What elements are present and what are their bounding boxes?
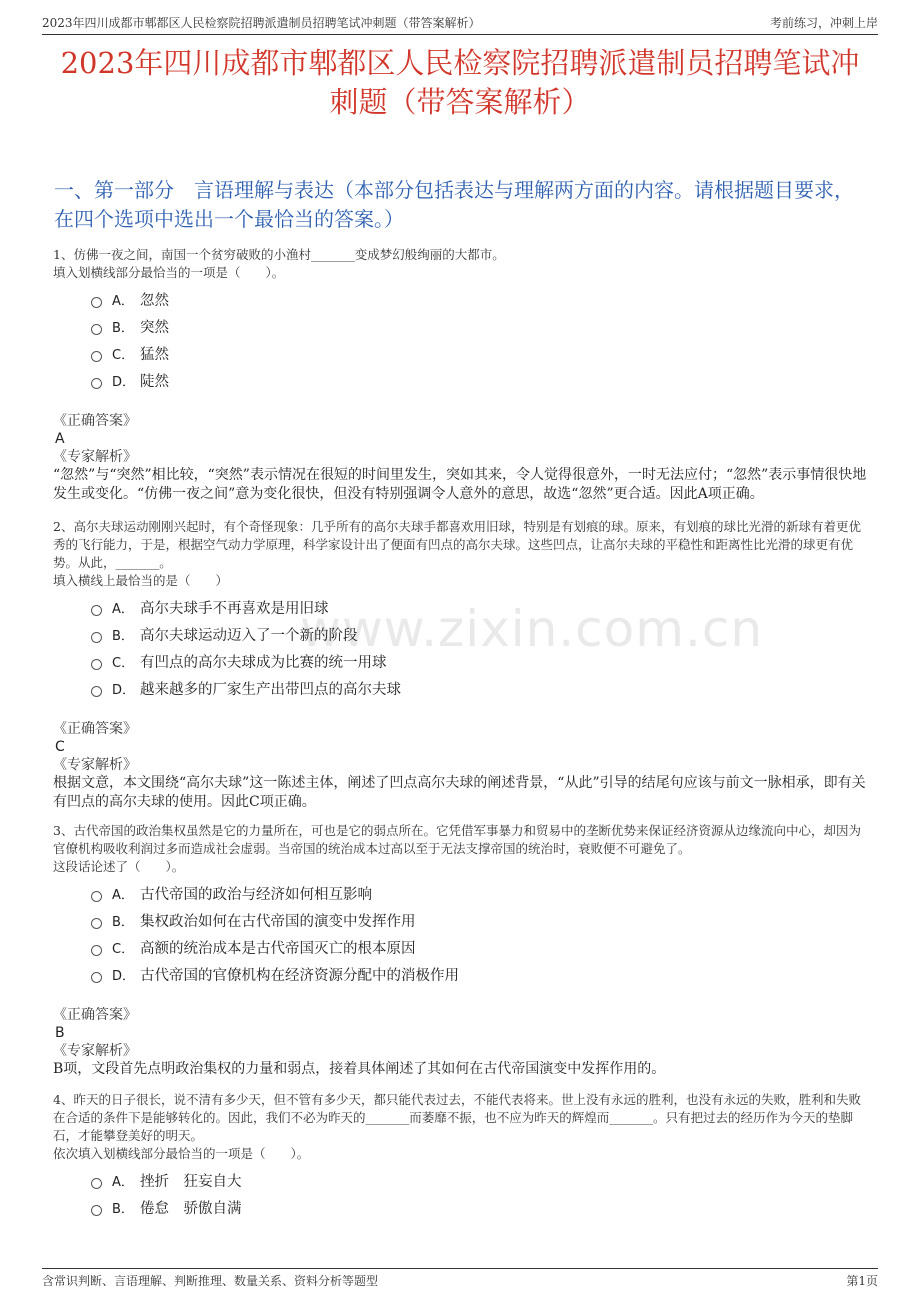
answer-value: C	[55, 739, 65, 755]
option-d[interactable]: D． 越来越多的厂家生产出带凹点的高尔夫球	[91, 675, 870, 702]
page-footer	[42, 1268, 878, 1291]
option-c[interactable]: C． 高额的统治成本是古代帝国灭亡的根本原因	[91, 934, 870, 961]
section-heading: 一、第一部分 言语理解与表达（本部分包括表达与理解两方面的内容。请根据题目要求，在四个选项中选出一个最恰当的答案。）	[54, 178, 854, 231]
radio-icon[interactable]	[91, 324, 102, 335]
question-text: 2、高尔夫球运动刚刚兴起时，有个奇怪现象：几乎所有的高尔夫球手都喜欢用旧球，特别是有划痕的球。原来，有划痕的球比光滑的新球有着更优秀的飞行能力，于是，根据空气动力学原理，科学家设计出了便面有凹点的高尔夫球。这些凹点，让高尔夫球的平稳性和距离性比光滑的球更有优势。从此，_______。	[53, 519, 861, 570]
watermark: www.zixin.com.cn	[300, 600, 764, 658]
option-text: 高额的统治成本是古代帝国灭亡的根本原因	[140, 941, 416, 957]
question-list	[53, 246, 870, 1221]
option-b[interactable]: B． 突然	[91, 313, 870, 340]
option-text: 突然	[140, 320, 169, 336]
footer-topics: 含常识判断、言语理解、判断推理、数量关系、资料分析等题型	[42, 1274, 379, 1288]
option-a[interactable]: A． 古代帝国的政治与经济如何相互影响	[91, 880, 870, 907]
radio-icon[interactable]	[91, 659, 102, 670]
radio-icon[interactable]	[91, 686, 102, 697]
radio-icon[interactable]	[91, 1205, 102, 1216]
question-1	[53, 246, 870, 504]
option-list	[91, 880, 870, 988]
answer-label: 《正确答案》	[53, 721, 137, 737]
option-text: 挫折 狂妄自大	[140, 1174, 242, 1190]
question-prompt: 填入划横线部分最恰当的一项是（ ）。	[53, 265, 285, 280]
answer-label: 《正确答案》	[53, 413, 137, 429]
option-text: 倦怠 骄傲自满	[140, 1201, 242, 1217]
radio-icon[interactable]	[91, 972, 102, 983]
radio-icon[interactable]	[91, 605, 102, 616]
explanation-label: 《专家解析》	[53, 1043, 137, 1059]
header-slogan: 考前练习，冲刺上岸	[769, 16, 878, 30]
question-prompt: 填入横线上最恰当的是（ ）	[53, 573, 229, 588]
page-number: 第1页	[846, 1274, 878, 1288]
option-text: 古代帝国的政治与经济如何相互影响	[140, 887, 372, 903]
option-d[interactable]: D． 古代帝国的官僚机构在经济资源分配中的消极作用	[91, 961, 870, 988]
question-4	[53, 1091, 870, 1221]
explanation-text: B项，文段首先点明政治集权的力量和弱点，接着具体阐述了其如何在古代帝国演变中发挥作用的。	[53, 1061, 666, 1077]
explanation-text: 根据文意，本文围绕“高尔夫球”这一陈述主体，阐述了凹点高尔夫球的阐述背景，“从此”引导的结尾句应该与前文一脉相承，即有关有凹点的高尔夫球的使用。因此C项正确。	[53, 775, 866, 810]
option-a[interactable]: A． 忽然	[91, 286, 870, 313]
radio-icon[interactable]	[91, 918, 102, 929]
page-header	[42, 12, 878, 35]
answer-value: B	[55, 1025, 65, 1041]
radio-icon[interactable]	[91, 632, 102, 643]
question-prompt: 这段话论述了（ ）。	[53, 859, 185, 874]
question-text: 3、古代帝国的政治集权虽然是它的力量所在，可也是它的弱点所在。它凭借军事暴力和贸易中的垄断优势来保证经济资源从边缘流向中心，却因为官僚机构吸收利润过多而造成社会虚弱。当帝国的统治成本过高以至于无法支撑帝国的统治时，衰败便不可避免了。	[53, 823, 861, 856]
option-text: 陡然	[140, 374, 169, 390]
question-text: 1、仿佛一夜之间，南国一个贫穷破败的小渔村_______变成梦幻般绚丽的大都市。	[53, 247, 505, 262]
explanation-label: 《专家解析》	[53, 449, 137, 465]
explanation-label: 《专家解析》	[53, 757, 137, 773]
option-c[interactable]: C． 猛然	[91, 340, 870, 367]
answer-label: 《正确答案》	[53, 1007, 137, 1023]
explanation-text: “忽然”与“突然”相比较，“突然”表示情况在很短的时间里发生，突如其来，令人觉得很意外，一时无法应付；“忽然”表示事情很快地发生或变化。“仿佛一夜之间”意为变化很快，但没有特别强调令人意外的意思，故选“忽然”更合适。因此A项正确。	[53, 467, 867, 502]
question-prompt: 依次填入划横线部分最恰当的一项是（ ）。	[53, 1146, 310, 1161]
radio-icon[interactable]	[91, 297, 102, 308]
document-title: 2023年四川成都市郫都区人民检察院招聘派遣制员招聘笔试冲刺题（带答案解析）	[60, 46, 860, 119]
header-doc-title: 2023年四川成都市郫都区人民检察院招聘派遣制员招聘笔试冲刺题（带答案解析）	[42, 16, 481, 30]
answer-value: A	[55, 431, 65, 447]
radio-icon[interactable]	[91, 351, 102, 362]
option-list	[91, 286, 870, 394]
radio-icon[interactable]	[91, 891, 102, 902]
option-text: 忽然	[140, 293, 169, 309]
option-d[interactable]: D． 陡然	[91, 367, 870, 394]
question-2	[53, 518, 870, 812]
option-text: 高尔夫球运动迈入了一个新的阶段	[140, 628, 358, 644]
option-text: 有凹点的高尔夫球成为比赛的统一用球	[140, 655, 387, 671]
radio-icon[interactable]	[91, 1178, 102, 1189]
option-b[interactable]: B． 倦怠 骄傲自满	[91, 1194, 870, 1221]
option-text: 越来越多的厂家生产出带凹点的高尔夫球	[140, 682, 401, 698]
option-text: 猛然	[140, 347, 169, 363]
option-text: 集权政治如何在古代帝国的演变中发挥作用	[140, 914, 416, 930]
option-list	[91, 1167, 870, 1221]
option-a[interactable]: A． 挫折 狂妄自大	[91, 1167, 870, 1194]
option-c[interactable]: C． 有凹点的高尔夫球成为比赛的统一用球	[91, 648, 870, 675]
option-text: 高尔夫球手不再喜欢是用旧球	[140, 601, 329, 617]
question-3	[53, 822, 870, 1079]
option-a[interactable]: A． 高尔夫球手不再喜欢是用旧球	[91, 594, 870, 621]
option-b[interactable]: B． 高尔夫球运动迈入了一个新的阶段	[91, 621, 870, 648]
option-text: 古代帝国的官僚机构在经济资源分配中的消极作用	[140, 968, 459, 984]
option-b[interactable]: B． 集权政治如何在古代帝国的演变中发挥作用	[91, 907, 870, 934]
radio-icon[interactable]	[91, 945, 102, 956]
option-list	[91, 594, 870, 702]
question-text: 4、昨天的日子很长，说不清有多少天，但不管有多少天，都只能代表过去，不能代表将来。世上没有永远的胜利，也没有永远的失败，胜利和失败在合适的条件下是能够转化的。因此，我们不必为昨天的_______而萎靡不振，也不应为昨天的辉煌而_______。只有把过去的经历作为今天的垫脚石，才能攀登美好的明天。	[53, 1092, 861, 1143]
radio-icon[interactable]	[91, 378, 102, 389]
